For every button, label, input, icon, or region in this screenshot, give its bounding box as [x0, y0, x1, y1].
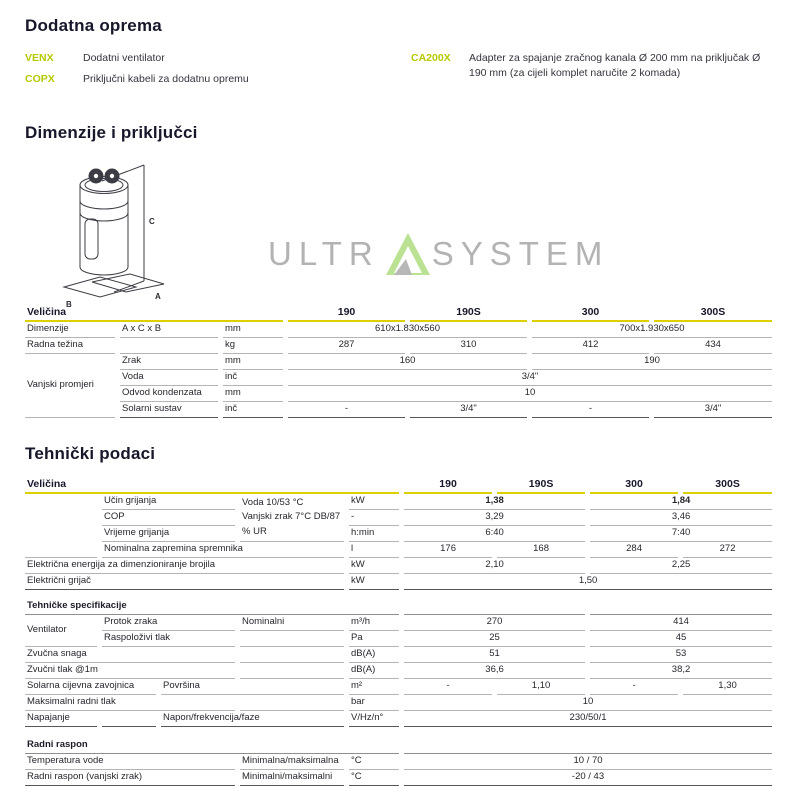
accessory-code: VENX — [25, 52, 54, 64]
table-row — [25, 370, 772, 386]
row-sublabel: Voda — [120, 370, 218, 386]
unit-cell: kW — [349, 558, 399, 574]
accessory-item — [411, 51, 772, 81]
table-row — [25, 494, 772, 510]
condition-line: Voda 10/53 °C — [242, 496, 304, 508]
unit-cell: inč — [223, 370, 283, 386]
row-label: Učin grijanja — [102, 494, 235, 510]
value-cell: 190 — [532, 354, 772, 370]
row-label: Zvučna snaga — [25, 647, 235, 663]
table-title: Veličina — [25, 305, 283, 322]
row-label: COP — [102, 510, 235, 526]
performance-table — [20, 477, 777, 590]
condition-cell: Minimalni/maksimalni — [240, 770, 344, 786]
value-cell: 1,84 — [590, 494, 772, 510]
value-cell: 610x1.830x560 — [288, 322, 527, 338]
value-cell: - — [532, 402, 649, 418]
row-label: Vanjski promjeri — [25, 354, 115, 418]
table-row — [25, 354, 772, 370]
empty-cell — [25, 494, 97, 542]
value-cell: - — [288, 402, 405, 418]
logo-triangle-icon — [386, 233, 430, 275]
empty-cell — [240, 631, 344, 647]
unit-cell: °C — [349, 770, 399, 786]
table-row — [25, 322, 772, 338]
row-label: Električna energija za dimenzioniranje brojila — [25, 558, 344, 574]
value-cell: 45 — [590, 631, 772, 647]
table-row — [25, 647, 772, 663]
unit-cell: kW — [349, 494, 399, 510]
empty-cell — [102, 711, 156, 727]
table-row — [25, 631, 772, 647]
unit-cell: mm — [223, 354, 283, 370]
value-cell: 1,10 — [497, 679, 585, 695]
row-sublabel: Raspoloživi tlak — [102, 631, 235, 647]
accessories-column-left — [25, 51, 411, 93]
row-sublabel: Površina — [161, 679, 344, 695]
row-sublabel: Zrak — [120, 354, 218, 370]
condition-cell: Nominalni — [240, 615, 344, 631]
unit-cell: bar — [349, 695, 399, 711]
unit-cell: - — [349, 510, 399, 526]
value-cell: 284 — [590, 542, 678, 558]
value-cell: 1,30 — [683, 679, 772, 695]
value-cell: 272 — [683, 542, 772, 558]
section-title-technical: Tehnički podaci — [25, 444, 156, 463]
value-cell: 2,10 — [404, 558, 585, 574]
condition-cell: Minimalna/maksimalna — [240, 754, 344, 770]
unit-cell: l — [349, 542, 399, 558]
value-cell: 412 — [532, 338, 649, 354]
value-cell: 160 — [288, 354, 527, 370]
value-cell: 168 — [497, 542, 585, 558]
accessory-code: CA200X — [411, 52, 451, 64]
table-title: Radni raspon — [25, 738, 399, 754]
value-cell: - — [590, 679, 678, 695]
row-label: Maksimalni radni tlak — [25, 695, 235, 711]
value-cell: 310 — [410, 338, 527, 354]
col-header: 300S — [654, 305, 772, 322]
empty-cell — [404, 738, 772, 754]
unit-cell: h:min — [349, 526, 399, 542]
row-sublabel: Napon/frekvencija/faze — [161, 711, 344, 727]
value-cell: 36,6 — [404, 663, 585, 679]
accessory-code: COPX — [25, 73, 55, 85]
value-cell: 10 / 70 — [404, 754, 772, 770]
table-title: Tehničke specifikacije — [25, 599, 399, 615]
unit-cell: m² — [349, 679, 399, 695]
accessory-description: Adapter za spajanje zračnog kanala Ø 200 mm na priključak Ø 190 mm (za cijeli komplet naručite 2 komada) — [469, 52, 761, 79]
dimension-label-c: C — [149, 217, 155, 226]
operating-range-table — [20, 738, 777, 786]
dimension-label-a: A — [155, 292, 161, 301]
table-row — [25, 402, 772, 418]
dimensions-figure — [25, 123, 772, 309]
table-header-row — [25, 738, 772, 754]
unit-cell: inč — [223, 402, 283, 418]
table-row — [25, 754, 772, 770]
table-row — [25, 338, 772, 354]
col-header: 190 — [404, 477, 492, 494]
condition-line: % UR — [242, 525, 267, 537]
section-title-dimensions: Dimenzije i priključci — [25, 123, 198, 142]
value-cell: 10 — [288, 386, 772, 402]
value-cell: 1,38 — [404, 494, 585, 510]
row-sublabel: A x C x B — [120, 322, 218, 338]
unit-cell: dB(A) — [349, 663, 399, 679]
value-cell: 25 — [404, 631, 585, 647]
table-row — [25, 510, 772, 526]
logo-text-left: ULTR — [268, 235, 380, 272]
row-sublabel: Solarni sustav — [120, 402, 218, 418]
accessory-item — [25, 51, 411, 66]
value-cell: 3/4" — [288, 370, 772, 386]
dimension-label-b: B — [66, 300, 72, 309]
unit-cell: dB(A) — [349, 647, 399, 663]
col-header: 300 — [590, 477, 678, 494]
table-title: Veličina — [25, 477, 399, 494]
col-header: 300S — [683, 477, 772, 494]
empty-cell — [120, 338, 218, 354]
row-label: Temperatura vode — [25, 754, 235, 770]
accessory-description: Priključni kabeli za dodatnu opremu — [83, 73, 249, 85]
table-row — [25, 574, 772, 590]
value-cell: 287 — [288, 338, 405, 354]
row-label: Solarna cijevna zavojnica — [25, 679, 156, 695]
value-cell: 434 — [654, 338, 772, 354]
value-cell: 3,46 — [590, 510, 772, 526]
value-cell: 270 — [404, 615, 585, 631]
unit-cell: m³/h — [349, 615, 399, 631]
value-cell: 3/4" — [654, 402, 772, 418]
specifications-table — [20, 599, 777, 727]
table-row — [25, 558, 772, 574]
col-header: 300 — [532, 305, 649, 322]
empty-cell — [590, 599, 772, 615]
table-row — [25, 386, 772, 402]
unit-cell: °C — [349, 754, 399, 770]
unit-cell: mm — [223, 386, 283, 402]
table-row — [25, 663, 772, 679]
row-label: Zvučni tlak @1m — [25, 663, 235, 679]
value-cell: 2,25 — [590, 558, 772, 574]
value-cell: 53 — [590, 647, 772, 663]
table-row — [25, 542, 772, 558]
row-label: Radna težina — [25, 338, 115, 354]
ultra-system-logo — [268, 233, 609, 275]
value-cell: 176 — [404, 542, 492, 558]
unit-cell: kg — [223, 338, 283, 354]
empty-cell — [240, 663, 344, 679]
value-cell: - — [404, 679, 492, 695]
value-cell: 414 — [590, 615, 772, 631]
row-sublabel: Protok zraka — [102, 615, 235, 631]
accessory-item — [25, 72, 411, 87]
table-row — [25, 526, 772, 542]
value-cell: 700x1.930x650 — [532, 322, 772, 338]
empty-cell — [240, 695, 344, 711]
row-label: Napajanje — [25, 711, 97, 727]
table-row — [25, 679, 772, 695]
table-header-row — [25, 477, 772, 494]
unit-cell: V/Hz/n° — [349, 711, 399, 727]
row-label: Dimenzije — [25, 322, 115, 338]
condition-cell — [240, 494, 344, 542]
value-cell: 3,29 — [404, 510, 585, 526]
col-header: 190 — [288, 305, 405, 322]
unit-cell: kW — [349, 574, 399, 590]
accessories-section — [25, 51, 772, 93]
col-header: 190S — [497, 477, 585, 494]
value-cell: 51 — [404, 647, 585, 663]
condition-line: Vanjski zrak 7°C DB/87 — [242, 511, 341, 522]
page-title-accessories: Dodatna oprema — [25, 16, 162, 35]
col-header: 190S — [410, 305, 527, 322]
value-cell: 230/50/1 — [404, 711, 772, 727]
product-drawing — [58, 161, 188, 311]
accessories-column-right — [411, 51, 772, 93]
unit-cell: mm — [223, 322, 283, 338]
row-label: Ventilator — [25, 615, 97, 647]
row-label: Vrijeme grijanja — [102, 526, 235, 542]
row-label: Nominalna zapremina spremnika — [102, 542, 344, 558]
dimensions-table — [20, 305, 777, 418]
value-cell: 7:40 — [590, 526, 772, 542]
accessory-description: Dodatni ventilator — [83, 52, 165, 64]
value-cell: -20 / 43 — [404, 770, 772, 786]
row-label: Električni grijač — [25, 574, 344, 590]
empty-cell — [404, 599, 585, 615]
value-cell: 10 — [404, 695, 772, 711]
table-header-row — [25, 599, 772, 615]
empty-cell — [25, 542, 97, 558]
table-row — [25, 695, 772, 711]
value-cell: 3/4" — [410, 402, 527, 418]
logo-text-right: SYSTEM — [431, 235, 610, 272]
row-sublabel: Odvod kondenzata — [120, 386, 218, 402]
value-cell: 1,50 — [404, 574, 772, 590]
table-row — [25, 615, 772, 631]
empty-cell — [240, 647, 344, 663]
unit-cell: Pa — [349, 631, 399, 647]
value-cell: 38,2 — [590, 663, 772, 679]
value-cell: 6:40 — [404, 526, 585, 542]
table-row — [25, 711, 772, 727]
row-label: Radni raspon (vanjski zrak) — [25, 770, 235, 786]
